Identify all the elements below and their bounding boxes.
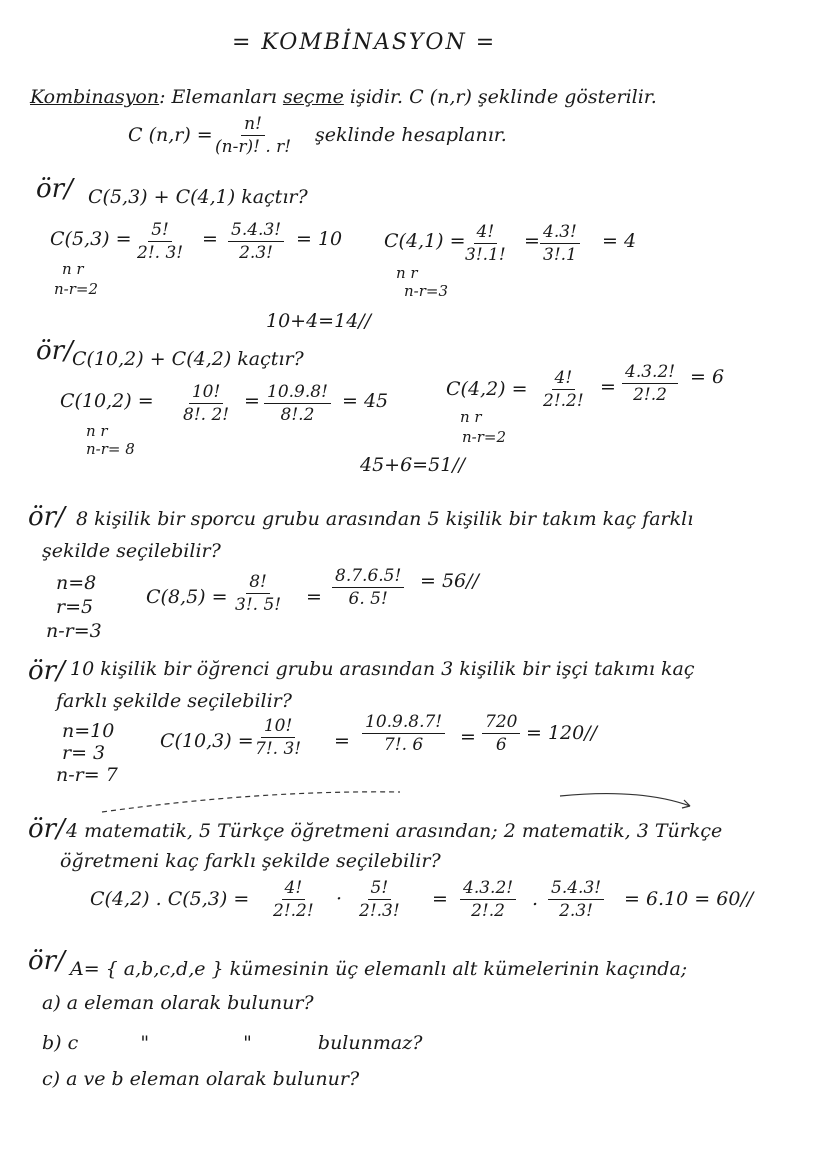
problem-2-lhs: C(10,3) = [160,730,254,752]
numerator: 4! [552,368,576,390]
denominator: 2!.3! [359,901,400,921]
problem-3-line1: 4 matematik, 5 Türkçe öğretmeni arasından; 2 matematik, 3 Türkçe [66,820,723,842]
example-1-b-result: = 4 [602,230,637,252]
numerator: 10.9.8.7! [362,712,445,734]
example-1-b-lhs: C(4,1) = [384,230,466,252]
numerator: 4! [282,878,306,900]
example-2-b-eq: = [600,376,616,398]
denominator: 8!.2 [280,405,315,425]
problem-2-mark: ör/ [28,656,65,686]
example-1-a-diff: n-r=2 [54,280,99,298]
example-2-b-result: = 6 [690,366,725,388]
formula-tail: şeklinde hesaplanır. [315,124,507,146]
numerator: 10! [189,382,223,404]
numerator: 5.4.3! [548,878,604,900]
denominator: 2.3! [559,901,593,921]
example-2-a-lhs: C(10,2) = [60,390,154,412]
example-1-a-lhs: C(5,3) = [50,228,132,250]
problem-3-frac2 [356,878,403,921]
problem-3-frac1 [270,878,317,921]
problem-1-line2: şekilde seçilebilir? [42,540,221,562]
denominator: 2!.2! [273,901,314,921]
problem-2-given-r: r= 3 [62,742,106,764]
part-b-label: b) c [42,1032,79,1054]
numerator: 4.3.2! [460,878,516,900]
definition-keyword: seçme [282,86,344,108]
example-2-question: C(10,2) + C(4,2) kaçtır? [72,348,304,370]
problem-2-given-diff: n-r= 7 [56,764,118,786]
example-1-mark: ör/ [36,174,73,204]
denominator: 2.3! [239,243,273,263]
numerator: 720 [482,712,520,734]
example-1-total: 10+4=14// [266,310,372,332]
denominator: 3!. 5! [235,595,282,615]
denominator: 8!. 2! [183,405,230,425]
problem-2-eq: = [334,730,350,752]
example-1-b-eq: = [524,230,540,252]
definition-text-a: : Elemanları [159,86,277,108]
example-1-a-eq: = [202,228,218,250]
example-2-b-nr: n r [460,408,482,426]
problem-1-lhs: C(8,5) = [146,586,228,608]
numerator: 10! [261,716,295,738]
example-1-b-nr: n r [396,264,418,282]
example-2-mark: ör/ [36,336,73,366]
problem-4-part-b [42,1032,422,1054]
problem-3-line2: öğretmeni kaç farklı şekilde seçilebilir? [60,850,441,872]
problem-4-part-a: a) a eleman olarak bulunur? [42,992,314,1014]
problem-3-result: = 6.10 = 60// [624,888,754,910]
problem-4-part-c: c) a ve b eleman olarak bulunur? [42,1068,360,1090]
denominator: 3!.1! [465,245,506,265]
problem-1-given-n: n=8 [56,572,97,594]
numerator: 4.3! [540,222,580,244]
numerator: 4! [474,222,498,244]
problem-2-line1: 10 kişilik bir öğrenci grubu arasından 3 kişilik bir işçi takımı kaç [70,658,695,680]
problem-2-line2: farklı şekilde seçilebilir? [56,690,292,712]
numerator: 8! [246,572,270,594]
denominator: 2!.2 [471,901,505,921]
example-2-b-diff: n-r=2 [462,428,507,446]
numerator: 5! [148,220,172,242]
problem-2-eq2: = [460,726,476,748]
problem-1-given-r: r=5 [56,596,94,618]
example-2-total: 45+6=51// [360,454,466,476]
part-b-tail: bulunmaz? [317,1032,423,1054]
problem-3-eq: = [432,888,448,910]
formula-denominator: (n-r)! . r! [215,137,292,157]
ditto-mark: " [140,1032,150,1054]
denominator: 6. 5! [348,589,388,609]
numerator: 4.3.2! [622,362,678,384]
example-1-a-nr: n r [62,260,84,278]
example-2-a-result: = 45 [342,390,389,412]
problem-2-given-n: n=10 [62,720,115,742]
problem-3-lhs: C(4,2) . C(5,3) = [90,888,250,910]
denominator: 7!. 3! [255,739,302,759]
denominator: 2!. 3! [137,243,184,263]
numerator: 10.9.8! [264,382,331,404]
example-2-a-diff: n-r= 8 [86,440,135,458]
numerator: 5! [368,878,392,900]
problem-2-result: = 120// [526,722,598,744]
problem-1-line1: 8 kişilik bir sporcu grubu arasından 5 kişilik bir takım kaç farklı [76,508,694,530]
formula-lhs: C (n,r) = [128,124,213,146]
numerator: 8.7.6.5! [332,566,404,588]
problem-3-frac3 [460,878,516,921]
problem-1-given-diff: n-r=3 [46,620,102,642]
example-1-question: C(5,3) + C(4,1) kaçtır? [88,186,308,208]
example-2-a-eq: = [244,390,260,412]
problem-3-dot: · [336,888,343,910]
ditto-mark: " [243,1032,252,1054]
problem-1-mark: ör/ [28,502,65,532]
example-2-a-nr: n r [86,422,108,440]
denominator: 6 [495,735,507,755]
problem-1-eq: = [306,586,322,608]
problem-3-dot2: . [532,888,539,910]
definition-term: Kombinasyon [30,86,160,108]
example-1-a-result: = 10 [296,228,343,250]
denominator: 7!. 6 [383,735,424,755]
problem-1-result: = 56// [420,570,479,592]
example-2-b-lhs: C(4,2) = [446,378,528,400]
problem-4-mark: ör/ [28,946,65,976]
denominator: 2!.2! [543,391,584,411]
denominator: 2!.2 [633,385,667,405]
problem-3-mark: ör/ [28,814,65,844]
example-1-b-diff: n-r=3 [404,282,449,300]
denominator: 3!.1 [543,245,577,265]
numerator: 5.4.3! [228,220,284,242]
problem-3-frac4 [548,878,604,921]
page-title: = KOMBİNASYON = [232,30,497,55]
problem-4-line1: A= { a,b,c,d,e } kümesinin üç elemanlı alt kümelerinin kaçında; [70,958,688,980]
definition-text-c: işidir. C (n,r) şeklinde gösterilir. [349,86,657,108]
formula-numerator: n! [241,114,265,136]
